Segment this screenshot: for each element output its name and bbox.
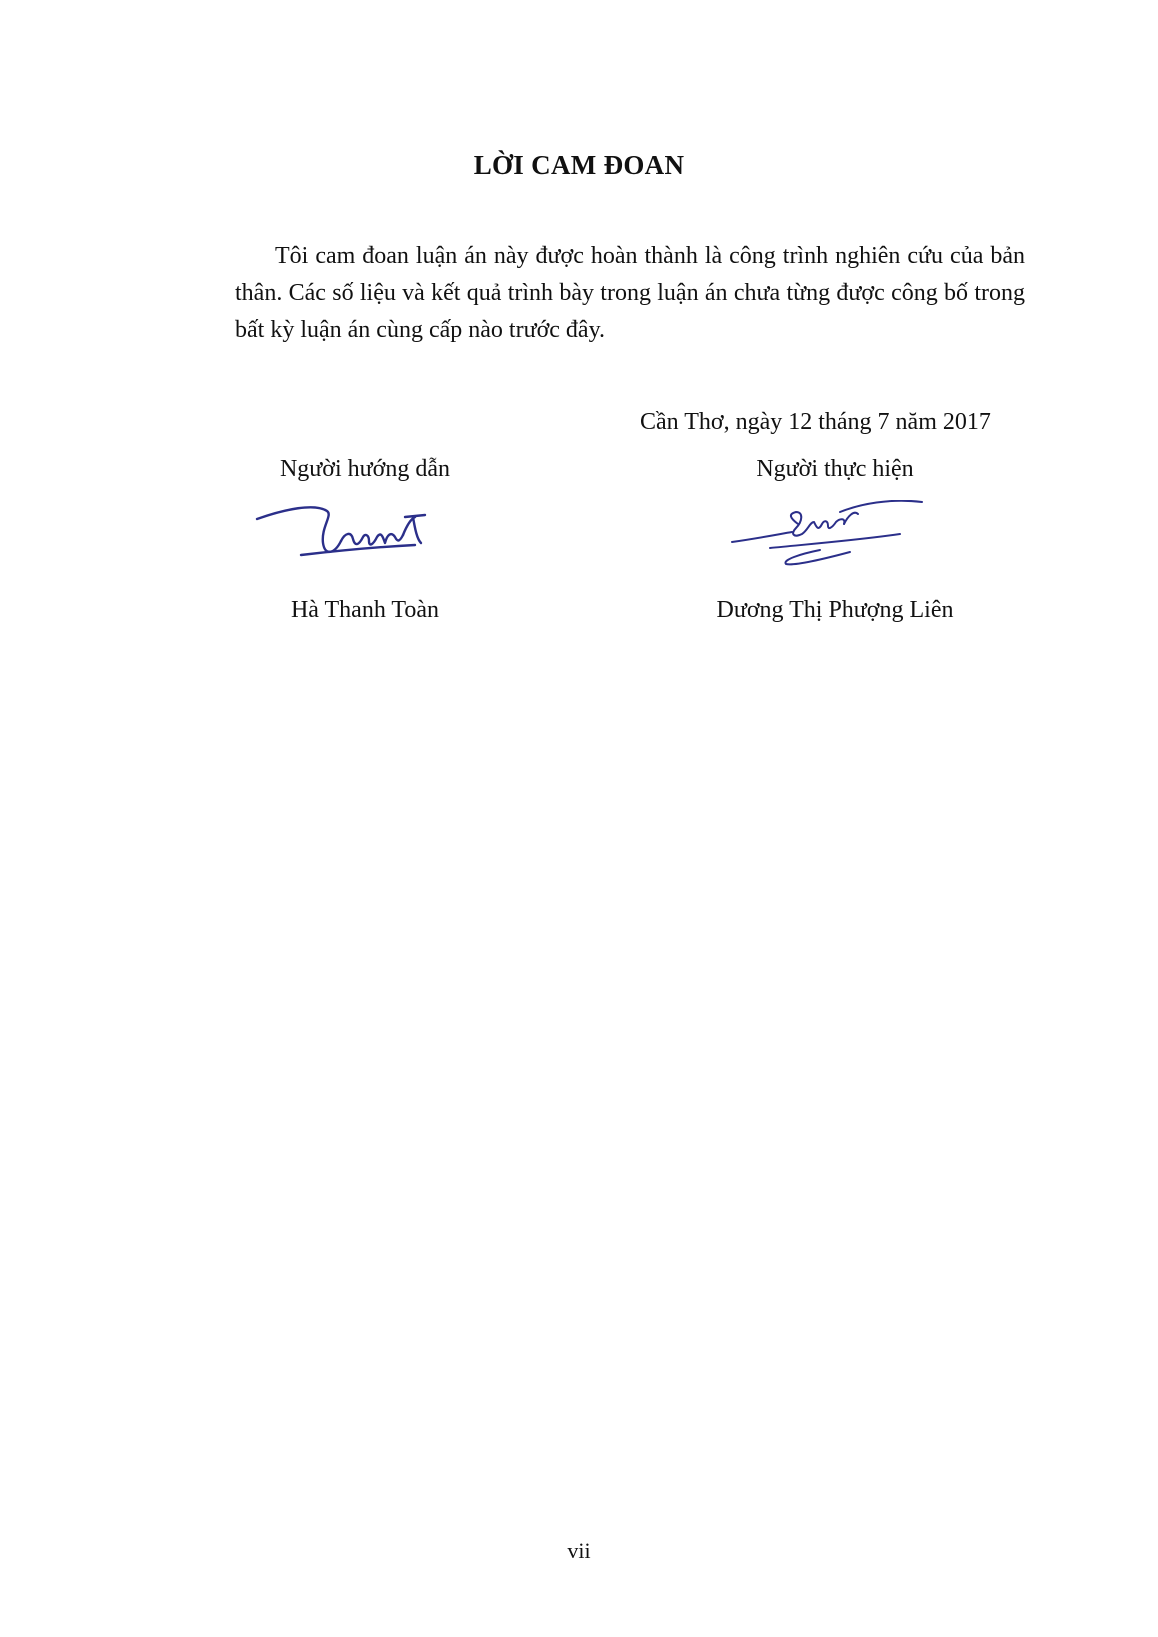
declaration-paragraph: Tôi cam đoan luận án này được hoàn thành là công trình nghiên cứu của bản thân. Các số liệu và kết quả trình bày trong luận án chưa từng được công bố trong bất kỳ luận án cùng cấp nào trước đây. [235, 243, 1025, 343]
page-number: vii [567, 1538, 591, 1563]
supervisor-role: Người hướng dẫn [279, 456, 451, 482]
page-title: LỜI CAM ĐOAN [473, 150, 685, 180]
supervisor-name: Hà Thanh Toàn [290, 597, 440, 623]
author-role: Người thực hiện [756, 456, 914, 482]
author-signature-icon [730, 500, 930, 580]
supervisor-signature-icon [255, 505, 445, 575]
author-name: Dương Thị Phượng Liên [716, 597, 954, 623]
place-date: Cần Thơ, ngày 12 tháng 7 năm 2017 [640, 409, 991, 435]
